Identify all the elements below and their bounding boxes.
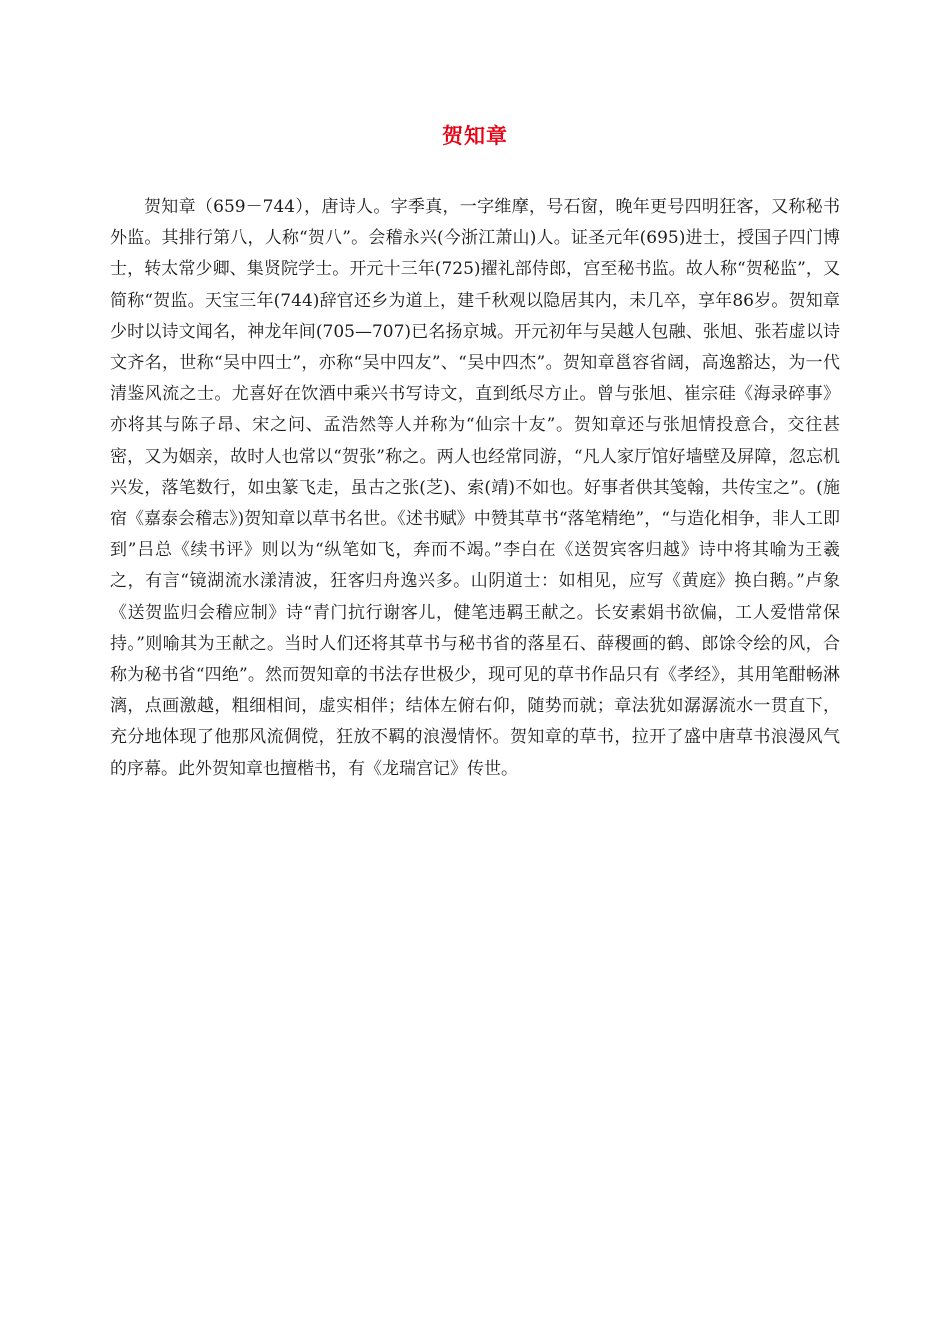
- document-title: 贺知章: [442, 124, 508, 148]
- body-paragraph: 贺知章（659－744），唐诗人。字季真，一字维摩，号石窗，晚年更号四明狂客，又称秘书外监。其排行第八，人称“贺八”。会稽永兴(今浙江萧山)人。证圣元年(695)进士，授国子四门博士，转太常少卿、集贤院学士。开元十三年(725)擢礼部侍郎，宫至秘书监。故人称“贺秘监”，又简称“贺监。天宝三年(744)辞官还乡为道上，建千秋观以隐居其内，未几卒，享年86岁。贺知章少时以诗文闻名，神龙年间(705—707)已名扬京城。开元初年与吴越人包融、张旭、张若虚以诗文齐名，世称“吴中四士”，亦称“吴中四友”、“吴中四杰”。贺知章邕容省阔，高逸豁达，为一代清鉴风流之士。尤喜好在饮酒中乘兴书写诗文，直到纸尽方止。曾与张旭、崔宗硅《海录碎事》亦将其与陈子昂、宋之问、孟浩然等人并称为“仙宗十友”。贺知章还与张旭情投意合，交往甚密，又为姻亲，故时人也常以“贺张”称之。两人也经常同游，“凡人家厅馆好墙壁及屏障，忽忘机兴发，落笔数行，如虫篆飞走，虽古之张(芝)、索(靖)不如也。好事者供其笺翰，共传宝之”。(施宿《嘉泰会稽志》)贺知章以草书名世。《述书赋》中赞其草书“落笔精绝”，“与造化相争，非人工即到”吕总《续书评》则以为“纵笔如飞，奔而不竭。”李白在《送贺宾客归越》诗中将其喻为王羲之，有言“镜湖流水漾清波，狂客归舟逸兴多。山阴道士：如相见，应写《黄庭》换白鹅。”卢象《送贺监归会稽应制》诗“青门抗行谢客儿，健笔违羁王献之。长安素娟书欲偏，工人爱惜常保持。”则喻其为王献之。当时人们还将其草书与秘书省的落星石、薛稷画的鹤、郎馀令绘的风，合称为秘书省“四绝”。然而贺知章的书法存世极少，现可见的草书作品只有《孝经》，其用笔酣畅淋漓，点画激越，粗细相间，虚实相伴；结体左俯右仰，随势而就；章法犹如潺潺流水一贯直下，充分地体现了他那风流倜傥，狂放不羁的浪漫情怀。贺知章的草书，拉开了盛中唐草书浪漫风气的序幕。此外贺知章也擅楷书，有《龙瑞宫记》传世。: [110, 197, 840, 779]
